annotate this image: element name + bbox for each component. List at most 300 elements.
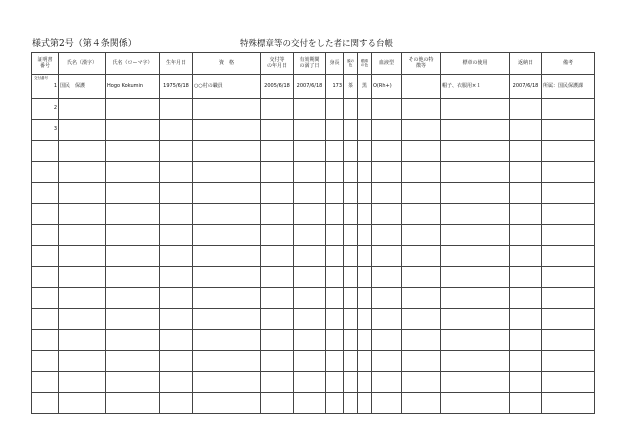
height-cell: [326, 204, 344, 225]
certificate-number-cell: [32, 330, 59, 351]
return-date-cell: [510, 372, 542, 393]
emblem-use-cell: [441, 120, 510, 141]
eye-color-cell: [358, 351, 372, 372]
column-header: [372, 53, 402, 75]
certificate-number-cell: [32, 246, 59, 267]
height-cell: [326, 225, 344, 246]
return-date-cell: [510, 141, 542, 162]
features-cell: [402, 225, 441, 246]
remarks-cell: [542, 120, 595, 141]
birth-date-cell: [160, 309, 193, 330]
qualification-cell: [193, 246, 261, 267]
hair-color-cell: [344, 141, 358, 162]
qualification-cell: [193, 351, 261, 372]
eye-color-cell: [358, 204, 372, 225]
birth-date-cell: 1975/6/18: [160, 75, 193, 99]
expiry-date-cell: [294, 183, 326, 204]
return-date-cell: [510, 288, 542, 309]
blood-type-cell: [372, 246, 402, 267]
expiry-date-cell: [294, 351, 326, 372]
hair-color-cell: [344, 372, 358, 393]
return-date-cell: [510, 246, 542, 267]
blood-type-cell: [372, 99, 402, 120]
features-cell: [402, 246, 441, 267]
table-row: [32, 288, 595, 309]
features-cell: [402, 75, 441, 99]
issue-date-cell: 2005/6/18: [261, 75, 294, 99]
name-roman-cell: Hogo Kokumin: [106, 75, 160, 99]
height-cell: [326, 162, 344, 183]
qualification-cell: [193, 330, 261, 351]
column-header: [32, 53, 59, 75]
name-roman-cell: [106, 246, 160, 267]
name-roman-cell: [106, 393, 160, 414]
qualification-cell: [193, 267, 261, 288]
emblem-use-cell: [441, 204, 510, 225]
issue-date-cell: [261, 141, 294, 162]
emblem-use-cell: [441, 246, 510, 267]
issue-date-cell: [261, 288, 294, 309]
column-header-line1: 頭の: [346, 58, 355, 63]
certificate-number-cell: [32, 183, 59, 204]
features-cell: [402, 330, 441, 351]
features-cell: [402, 99, 441, 120]
certificate-number-cell: [32, 309, 59, 330]
column-header-line1: 氏名（ローマ字）: [112, 59, 153, 66]
column-header: [441, 53, 510, 75]
issue-date-cell: [261, 351, 294, 372]
name-roman-cell: [106, 330, 160, 351]
blood-type-cell: [372, 288, 402, 309]
name-kanji-cell: [59, 393, 106, 414]
header-row: [32, 53, 595, 75]
emblem-use-cell: [441, 162, 510, 183]
column-header-line1: 備考: [562, 59, 573, 66]
name-kanji-cell: [59, 99, 106, 120]
row-number: 3: [53, 126, 57, 133]
eye-color-cell: [358, 309, 372, 330]
height-cell: [326, 351, 344, 372]
expiry-date-cell: [294, 225, 326, 246]
table-row: [32, 330, 595, 351]
blood-type-cell: [372, 183, 402, 204]
name-roman-cell: [106, 309, 160, 330]
table-row: [32, 75, 595, 99]
height-cell: [326, 288, 344, 309]
name-roman-cell: [106, 120, 160, 141]
remarks-cell: [542, 372, 595, 393]
remarks-cell: 所属：国民保護課: [542, 75, 595, 99]
height-cell: [326, 246, 344, 267]
eye-color-cell: [358, 225, 372, 246]
emblem-use-cell: [441, 309, 510, 330]
features-cell: [402, 267, 441, 288]
column-header: [59, 53, 106, 75]
features-cell: [402, 351, 441, 372]
remarks-cell: [542, 351, 595, 372]
expiry-date-cell: 2007/6/18: [294, 75, 326, 99]
remarks-cell: [542, 288, 595, 309]
remarks-cell: [542, 330, 595, 351]
qualification-cell: [193, 288, 261, 309]
column-header-line2: の年月日: [266, 62, 287, 69]
birth-date-cell: [160, 204, 193, 225]
issue-date-cell: [261, 330, 294, 351]
birth-date-cell: [160, 372, 193, 393]
features-cell: [402, 162, 441, 183]
table-row: [32, 141, 595, 162]
return-date-cell: 2007/6/18: [510, 75, 542, 99]
column-header: [106, 53, 160, 75]
table-row: [32, 120, 595, 141]
blood-type-cell: [372, 267, 402, 288]
name-kanji-cell: 国民 保護: [59, 75, 106, 99]
height-cell: [326, 99, 344, 120]
ledger-table: [31, 52, 595, 414]
expiry-date-cell: [294, 393, 326, 414]
row-number: 1: [53, 82, 57, 89]
blood-type-cell: [372, 225, 402, 246]
column-header: [261, 53, 294, 75]
name-kanji-cell: [59, 288, 106, 309]
expiry-date-cell: [294, 162, 326, 183]
qualification-cell: [193, 225, 261, 246]
issue-date-cell: [261, 183, 294, 204]
hair-color-cell: [344, 309, 358, 330]
name-roman-cell: [106, 99, 160, 120]
birth-date-cell: [160, 330, 193, 351]
expiry-date-cell: [294, 204, 326, 225]
features-cell: [402, 309, 441, 330]
certificate-number-cell: [32, 288, 59, 309]
expiry-date-cell: [294, 330, 326, 351]
emblem-use-cell: [441, 225, 510, 246]
name-roman-cell: [106, 225, 160, 246]
birth-date-cell: [160, 225, 193, 246]
certificate-number-cell: [32, 120, 59, 141]
return-date-cell: [510, 309, 542, 330]
column-header: [358, 53, 372, 75]
birth-date-cell: [160, 141, 193, 162]
emblem-use-cell: [441, 183, 510, 204]
birth-date-cell: [160, 267, 193, 288]
blood-type-cell: [372, 120, 402, 141]
qualification-cell: [193, 393, 261, 414]
qualification-cell: [193, 183, 261, 204]
column-header-line1: 血液型: [378, 59, 394, 66]
blood-type-cell: [372, 309, 402, 330]
expiry-date-cell: [294, 120, 326, 141]
table-row: [32, 372, 595, 393]
eye-color-cell: [358, 372, 372, 393]
qualification-cell: [193, 120, 261, 141]
column-header-line1: 証明書: [37, 57, 53, 63]
name-roman-cell: [106, 183, 160, 204]
name-roman-cell: [106, 288, 160, 309]
remarks-cell: [542, 204, 595, 225]
eye-color-cell: [358, 162, 372, 183]
certificate-number-cell: [32, 351, 59, 372]
table-row: [32, 99, 595, 120]
column-header-line1: 返納日: [517, 59, 533, 66]
features-cell: [402, 288, 441, 309]
remarks-cell: [542, 183, 595, 204]
features-cell: [402, 141, 441, 162]
issue-date-cell: [261, 309, 294, 330]
issue-date-cell: [261, 204, 294, 225]
issue-date-cell: [261, 246, 294, 267]
table-row: [32, 162, 595, 183]
qualification-cell: [193, 204, 261, 225]
blood-type-cell: [372, 204, 402, 225]
return-date-cell: [510, 351, 542, 372]
blood-type-cell: O(Rh+): [372, 75, 402, 99]
issue-date-cell: [261, 225, 294, 246]
name-roman-cell: [106, 204, 160, 225]
expiry-date-cell: [294, 372, 326, 393]
eye-color-cell: [358, 183, 372, 204]
name-roman-cell: [106, 351, 160, 372]
name-roman-cell: [106, 141, 160, 162]
column-header-line1: 氏名（漢字）: [66, 59, 97, 66]
features-cell: [402, 393, 441, 414]
certificate-number-cell: [32, 75, 59, 99]
eye-color-cell: [358, 393, 372, 414]
hair-color-cell: [344, 120, 358, 141]
eye-color-cell: [358, 99, 372, 120]
column-header-line1: 資 格: [218, 59, 234, 66]
return-date-cell: [510, 183, 542, 204]
name-kanji-cell: [59, 330, 106, 351]
height-cell: 173: [326, 75, 344, 99]
certificate-number-cell: [32, 162, 59, 183]
issue-date-cell: [261, 162, 294, 183]
height-cell: [326, 120, 344, 141]
birth-date-cell: [160, 183, 193, 204]
remarks-cell: [542, 267, 595, 288]
ledger-body: [32, 75, 595, 414]
expiry-date-cell: [294, 246, 326, 267]
certificate-number-cell: [32, 141, 59, 162]
column-header-line1: 眼睛: [360, 58, 369, 63]
issue-date-cell: [261, 372, 294, 393]
qualification-cell: ○○村の職員: [193, 75, 261, 99]
table-row: [32, 246, 595, 267]
expiry-date-cell: [294, 99, 326, 120]
hair-color-cell: [344, 246, 358, 267]
name-roman-cell: [106, 267, 160, 288]
eye-color-cell: [358, 288, 372, 309]
eye-color-cell: 黒: [358, 75, 372, 99]
birth-date-cell: [160, 393, 193, 414]
issue-date-cell: [261, 267, 294, 288]
name-kanji-cell: [59, 246, 106, 267]
column-header: [294, 53, 326, 75]
features-cell: [402, 120, 441, 141]
hair-color-cell: [344, 225, 358, 246]
certificate-number-cell: [32, 267, 59, 288]
table-row: [32, 183, 595, 204]
table-row: [32, 393, 595, 414]
column-header-line2: の満了日: [299, 62, 320, 69]
remarks-cell: [542, 225, 595, 246]
column-header-line2: 番号: [39, 62, 50, 69]
hair-color-cell: [344, 330, 358, 351]
height-cell: [326, 141, 344, 162]
return-date-cell: [510, 162, 542, 183]
issue-date-cell: [261, 99, 294, 120]
column-header-line2: 徴等: [415, 62, 426, 69]
column-header-line1: その他の特: [408, 57, 434, 63]
table-row: [32, 351, 595, 372]
column-header-line1: 身長: [329, 59, 340, 66]
height-cell: [326, 267, 344, 288]
name-kanji-cell: [59, 267, 106, 288]
height-cell: [326, 309, 344, 330]
birth-date-cell: [160, 162, 193, 183]
expiry-date-cell: [294, 309, 326, 330]
blood-type-cell: [372, 351, 402, 372]
column-header-line1: 生年月日: [165, 59, 186, 66]
emblem-use-cell: [441, 267, 510, 288]
qualification-cell: [193, 309, 261, 330]
remarks-cell: [542, 309, 595, 330]
certificate-number-cell: [32, 99, 59, 120]
remarks-cell: [542, 393, 595, 414]
name-kanji-cell: [59, 309, 106, 330]
name-kanji-cell: [59, 225, 106, 246]
return-date-cell: [510, 225, 542, 246]
hair-color-cell: [344, 183, 358, 204]
column-header: [344, 53, 358, 75]
name-kanji-cell: [59, 120, 106, 141]
column-header: [510, 53, 542, 75]
birth-date-cell: [160, 246, 193, 267]
features-cell: [402, 204, 441, 225]
hair-color-cell: [344, 288, 358, 309]
issue-date-cell: [261, 393, 294, 414]
return-date-cell: [510, 267, 542, 288]
hair-color-cell: [344, 162, 358, 183]
qualification-cell: [193, 99, 261, 120]
name-kanji-cell: [59, 183, 106, 204]
table-row: [32, 204, 595, 225]
name-kanji-cell: [59, 204, 106, 225]
remarks-cell: [542, 246, 595, 267]
name-kanji-cell: [59, 351, 106, 372]
blood-type-cell: [372, 372, 402, 393]
birth-date-cell: [160, 99, 193, 120]
eye-color-cell: [358, 246, 372, 267]
table-row: [32, 267, 595, 288]
name-roman-cell: [106, 372, 160, 393]
column-header: [542, 53, 595, 75]
column-header-line2: の色: [360, 62, 369, 67]
issue-date-cell: [261, 120, 294, 141]
blood-type-cell: [372, 162, 402, 183]
birth-date-cell: [160, 288, 193, 309]
expiry-date-cell: [294, 288, 326, 309]
qualification-cell: [193, 141, 261, 162]
emblem-use-cell: [441, 351, 510, 372]
remarks-cell: [542, 99, 595, 120]
certificate-number-cell: [32, 393, 59, 414]
birth-date-cell: [160, 351, 193, 372]
eye-color-cell: [358, 330, 372, 351]
column-header: [326, 53, 344, 75]
blood-type-cell: [372, 141, 402, 162]
name-roman-cell: [106, 162, 160, 183]
eye-color-cell: [358, 141, 372, 162]
remarks-cell: [542, 141, 595, 162]
eye-color-cell: [358, 120, 372, 141]
name-kanji-cell: [59, 372, 106, 393]
hair-color-cell: [344, 204, 358, 225]
return-date-cell: [510, 330, 542, 351]
hair-color-cell: [344, 351, 358, 372]
column-header-line1: 標章の使用: [462, 59, 488, 66]
name-kanji-cell: [59, 162, 106, 183]
height-cell: [326, 330, 344, 351]
table-row: [32, 225, 595, 246]
eye-color-cell: [358, 267, 372, 288]
row-number: 2: [53, 105, 57, 112]
issue-number-label: 交付番号: [34, 76, 48, 80]
remarks-cell: [542, 162, 595, 183]
emblem-use-cell: [441, 372, 510, 393]
hair-color-cell: [344, 393, 358, 414]
qualification-cell: [193, 372, 261, 393]
expiry-date-cell: [294, 267, 326, 288]
blood-type-cell: [372, 393, 402, 414]
certificate-number-cell: [32, 204, 59, 225]
return-date-cell: [510, 99, 542, 120]
column-header-line2: 色: [348, 62, 353, 67]
column-header-line1: 有効期間: [299, 57, 320, 63]
column-header: [402, 53, 441, 75]
features-cell: [402, 183, 441, 204]
blood-type-cell: [372, 330, 402, 351]
hair-color-cell: [344, 99, 358, 120]
birth-date-cell: [160, 120, 193, 141]
emblem-use-cell: [441, 288, 510, 309]
hair-color-cell: 茶: [344, 75, 358, 99]
certificate-number-cell: [32, 225, 59, 246]
emblem-use-cell: [441, 330, 510, 351]
emblem-use-cell: [441, 141, 510, 162]
return-date-cell: [510, 120, 542, 141]
height-cell: [326, 183, 344, 204]
document-title: 特殊標章等の交付をした者に関する台帳: [240, 39, 394, 49]
column-header: [193, 53, 261, 75]
expiry-date-cell: [294, 141, 326, 162]
features-cell: [402, 372, 441, 393]
emblem-use-cell: [441, 393, 510, 414]
form-number: 様式第2号（第４条関係）: [32, 39, 137, 49]
height-cell: [326, 393, 344, 414]
return-date-cell: [510, 393, 542, 414]
emblem-use-cell: [441, 99, 510, 120]
name-kanji-cell: [59, 141, 106, 162]
hair-color-cell: [344, 267, 358, 288]
return-date-cell: [510, 204, 542, 225]
column-header-line1: 交付等: [269, 57, 285, 63]
qualification-cell: [193, 162, 261, 183]
certificate-number-cell: [32, 372, 59, 393]
height-cell: [326, 372, 344, 393]
column-header: [160, 53, 193, 75]
table-row: [32, 309, 595, 330]
